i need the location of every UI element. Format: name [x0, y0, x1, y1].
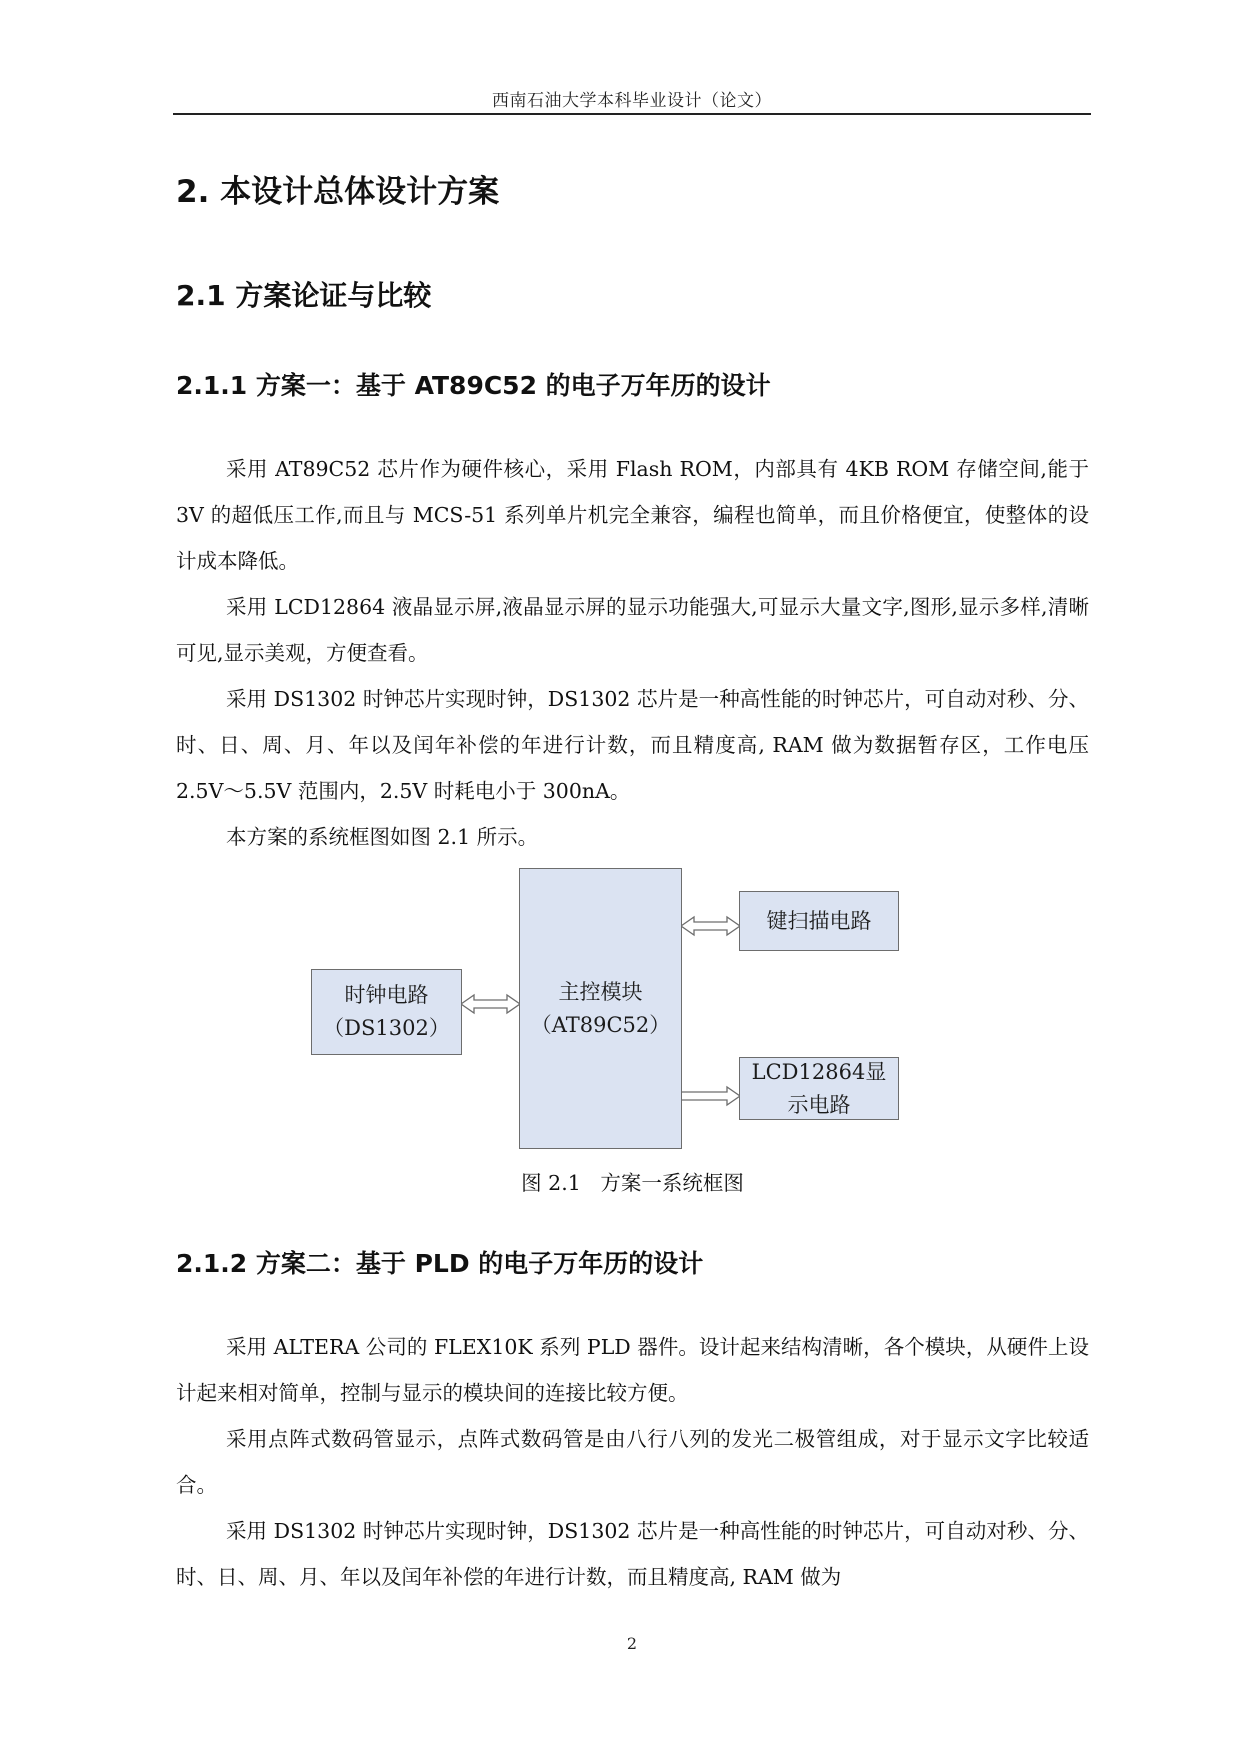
key-scan-block	[739, 891, 899, 951]
header-rule	[173, 113, 1091, 115]
main-block-line1: 主控模块	[558, 979, 643, 1004]
page-number: 2	[626, 1634, 638, 1653]
clock-block-line2: （DS1302）	[323, 1016, 450, 1040]
scheme2-paragraph-2: 采用点阵式数码管显示，点阵式数码管是由八行八列的发光二极管组成，对于显示文字比较适合。	[176, 1427, 1089, 1497]
arrow-main-lcd	[681, 1087, 740, 1105]
section-title: 2.1 方案论证与比较	[176, 279, 432, 312]
main-block-line2: （AT89C52）	[530, 1012, 671, 1037]
scheme2-title: 2.1.2 方案二：基于 PLD 的电子万年历的设计	[176, 1249, 704, 1278]
chapter-title: 2. 本设计总体设计方案	[176, 174, 500, 210]
scheme1-paragraph-4: 本方案的系统框图如图 2.1 所示。	[226, 825, 539, 849]
figure-caption: 图 2.1 方案一系统框图	[521, 1171, 744, 1195]
arrow-clock-main	[461, 995, 520, 1013]
arrow-main-key	[681, 917, 740, 935]
clock-block-line1: 时钟电路	[344, 983, 429, 1007]
system-block-diagram	[300, 868, 920, 1168]
scheme2-paragraph-3: 采用 DS1302 时钟芯片实现时钟，DS1302 芯片是一种高性能的时钟芯片，可自动对秒、分、时、日、周、月、年以及闰年补偿的年进行计数，而且精度高, RAM 做为	[176, 1519, 1089, 1589]
clock-circuit-block	[311, 969, 462, 1055]
page-header: 西南石油大学本科毕业设计（论文）	[492, 91, 772, 111]
lcd-block-line1: LCD12864显	[751, 1059, 887, 1084]
scheme2-paragraph-1: 采用 ALTERA 公司的 FLEX10K 系列 PLD 器件。设计起来结构清晰，各个模块，从硬件上设计起来相对简单，控制与显示的模块间的连接比较方便。	[176, 1335, 1089, 1405]
scheme1-paragraph-2: 采用 LCD12864 液晶显示屏,液晶显示屏的显示功能强大,可显示大量文字,图形,显示多样,清晰可见,显示美观，方便查看。	[176, 595, 1089, 665]
scheme1-paragraph-1: 采用 AT89C52 芯片作为硬件核心，采用 Flash ROM，内部具有 4KB ROM 存储空间,能于 3V 的超低压工作,而且与 MCS-51 系列单片机完全兼容，编程也简单，而且价格便宜，使整体的设计成本降低。	[176, 457, 1089, 573]
lcd-display-block	[739, 1057, 899, 1120]
key-block-line1: 键扫描电路	[766, 908, 872, 933]
main-control-block	[519, 868, 682, 1149]
scheme1-title: 2.1.1 方案一：基于 AT89C52 的电子万年历的设计	[176, 371, 771, 400]
lcd-block-line2: 示电路	[787, 1092, 851, 1117]
scheme1-paragraph-3: 采用 DS1302 时钟芯片实现时钟，DS1302 芯片是一种高性能的时钟芯片，可自动对秒、分、时、日、周、月、年以及闰年补偿的年进行计数，而且精度高, RAM 做为数据暂存区，工作电压 2.5V～5.5V 范围内，2.5V 时耗电小于 300nA。	[176, 687, 1089, 803]
